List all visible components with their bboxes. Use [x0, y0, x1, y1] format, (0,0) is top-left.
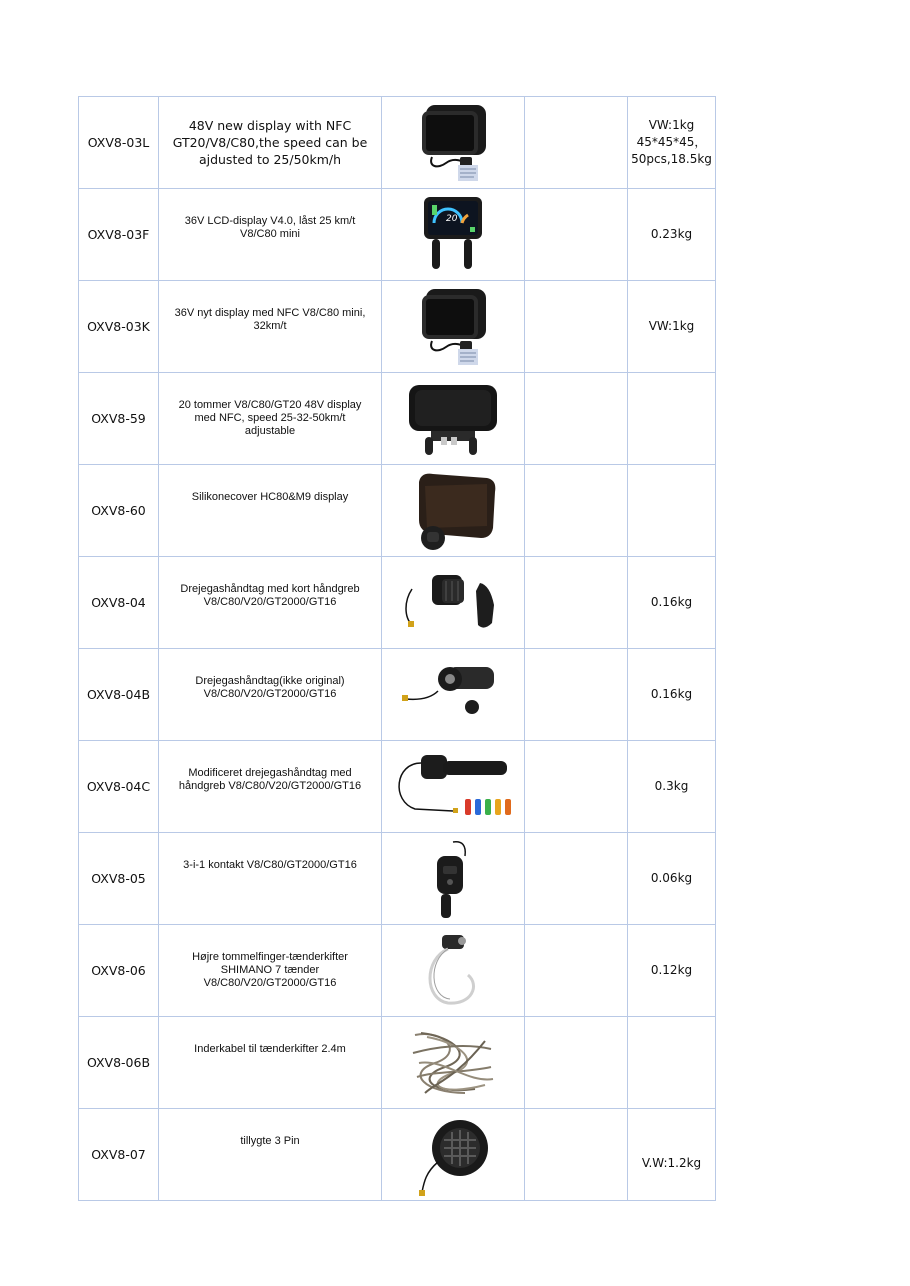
- product-image-cell: [382, 1109, 525, 1201]
- wide-display-icon: [403, 377, 503, 461]
- product-weight: [628, 373, 716, 465]
- table-row: [79, 925, 716, 1017]
- modified-throttle-icon: [391, 745, 515, 829]
- product-image-cell: [382, 833, 525, 925]
- product-image-cell: [382, 189, 525, 281]
- product-code: OXV8-06B: [79, 1017, 159, 1109]
- tail-light-icon: [408, 1112, 498, 1198]
- product-table: [78, 96, 716, 1201]
- lcd-display-icon: [408, 193, 498, 277]
- nfc-display-icon: [408, 285, 498, 369]
- empty-cell: [525, 281, 628, 373]
- product-code: OXV8-60: [79, 465, 159, 557]
- product-code: OXV8-03L: [79, 97, 159, 189]
- table-row: [79, 833, 716, 925]
- product-code: OXV8-05: [79, 833, 159, 925]
- svg-text:20: 20: [446, 213, 458, 224]
- product-weight: VW:1kg 45*45*45， 50pcs,18.5kg: [628, 97, 716, 189]
- product-description: tillygte 3 Pin: [159, 1109, 382, 1201]
- table-row: [79, 465, 716, 557]
- product-code: OXV8-03F: [79, 189, 159, 281]
- product-weight: 0.06kg: [628, 833, 716, 925]
- empty-cell: [525, 925, 628, 1017]
- nfc-display-icon: [408, 101, 498, 185]
- empty-cell: [525, 649, 628, 741]
- empty-cell: [525, 373, 628, 465]
- silicone-cover-icon: [403, 468, 503, 554]
- product-description: Silikonecover HC80&M9 display: [159, 465, 382, 557]
- product-image-cell: [382, 925, 525, 1017]
- product-weight: 0.16kg: [628, 649, 716, 741]
- product-description: Højre tommelfinger-tænderkifter SHIMANO 7 tænder V8/C80/V20/GT2000/GT16: [159, 925, 382, 1017]
- table-row: [79, 1017, 716, 1109]
- product-code: OXV8-04: [79, 557, 159, 649]
- product-weight: 0.3kg: [628, 741, 716, 833]
- table-row: [79, 741, 716, 833]
- table-row: [79, 557, 716, 649]
- product-weight: V.W:1.2kg: [628, 1109, 716, 1201]
- shifter-icon: [418, 929, 488, 1013]
- product-description: 3-i-1 kontakt V8/C80/GT2000/GT16: [159, 833, 382, 925]
- product-image-cell: [382, 465, 525, 557]
- product-weight: [628, 465, 716, 557]
- table-row: [79, 373, 716, 465]
- cable-bundle-icon: [405, 1023, 501, 1103]
- empty-cell: [525, 741, 628, 833]
- product-image-cell: [382, 557, 525, 649]
- throttle-grip-icon: [398, 561, 508, 645]
- product-image-cell: [382, 281, 525, 373]
- product-code: OXV8-06: [79, 925, 159, 1017]
- product-description: 36V nyt display med NFC V8/C80 mini, 32km/t: [159, 281, 382, 373]
- product-weight: 0.16kg: [628, 557, 716, 649]
- empty-cell: [525, 833, 628, 925]
- product-image-cell: [382, 649, 525, 741]
- empty-cell: [525, 189, 628, 281]
- product-code: OXV8-04C: [79, 741, 159, 833]
- product-description: Inderkabel til tænderkifter 2.4m: [159, 1017, 382, 1109]
- product-image-cell: [382, 1017, 525, 1109]
- product-description: 48V new display with NFC GT20/V8/C80,the speed can be ajdusted to 25/50km/h: [159, 97, 382, 189]
- switch-icon: [423, 836, 483, 922]
- table-row: [79, 97, 716, 189]
- table-row: [79, 649, 716, 741]
- product-code: OXV8-04B: [79, 649, 159, 741]
- product-image-cell: [382, 373, 525, 465]
- empty-cell: [525, 97, 628, 189]
- product-weight: VW:1kg: [628, 281, 716, 373]
- product-description: 36V LCD-display V4.0, låst 25 km/t V8/C80 mini: [159, 189, 382, 281]
- product-description: Drejegashåndtag med kort håndgreb V8/C80/V20/GT2000/GT16: [159, 557, 382, 649]
- empty-cell: [525, 557, 628, 649]
- empty-cell: [525, 1017, 628, 1109]
- product-image-cell: [382, 741, 525, 833]
- product-description: Drejegashåndtag(ikke original) V8/C80/V20/GT2000/GT16: [159, 649, 382, 741]
- table-row: [79, 1109, 716, 1201]
- product-description: Modificeret drejegashåndtag med håndgreb V8/C80/V20/GT2000/GT16: [159, 741, 382, 833]
- product-code: OXV8-03K: [79, 281, 159, 373]
- empty-cell: [525, 1109, 628, 1201]
- throttle-icon: [398, 655, 508, 735]
- empty-cell: [525, 465, 628, 557]
- product-weight: 0.12kg: [628, 925, 716, 1017]
- product-weight: [628, 1017, 716, 1109]
- product-image-cell: [382, 97, 525, 189]
- product-code: OXV8-59: [79, 373, 159, 465]
- product-code: OXV8-07: [79, 1109, 159, 1201]
- table-row: [79, 281, 716, 373]
- product-description: 20 tommer V8/C80/GT20 48V display med NFC, speed 25-32-50km/t adjustable: [159, 373, 382, 465]
- product-weight: 0.23kg: [628, 189, 716, 281]
- table-row: [79, 189, 716, 281]
